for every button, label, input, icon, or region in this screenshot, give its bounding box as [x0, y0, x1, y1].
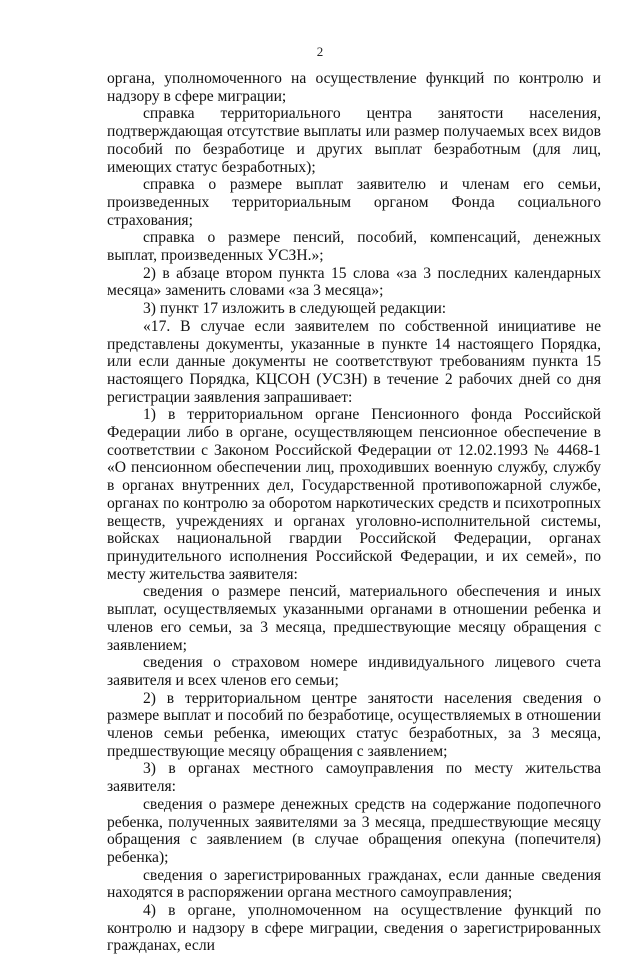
document-body: [107, 70, 601, 955]
paragraph-8: 1) в территориальном органе Пенсионного фонда Российской Федерации либо в органе, осуществляющем пенсионное обеспечение в соответствии с Законом Российской Федерации от 12.02.1993 № 4468-1 «О пенсионном обеспечении лиц, проходивших военную службу, службу в органах внутренних дел, Государственной противопожарной службе, органах по контролю за оборотом наркотических средств и психотропных веществ, учреждениях и органах уголовно-исполнительной системы, войсках национальной гвардии Российской Федерации, органах принудительного исполнения Российской Федерации, и их семей», по месту жительства заявителя:: [107, 406, 601, 583]
paragraph-1: органа, уполномоченного на осуществление функций по контролю и надзору в сфере миграции;: [107, 70, 601, 105]
paragraph-12: 3) в органах местного самоуправления по месту жительства заявителя:: [107, 760, 601, 796]
paragraph-15: 4) в органе, уполномоченном на осуществление функций по контролю и надзору в сфере миграции, сведения о зарегистрированных гражданах, если: [107, 902, 601, 955]
paragraph-7: «17. В случае если заявителем по собственной инициативе не представлены документы, указанные в пункте 14 настоящего Порядка, или если данные документы не соответствуют требованиям пункта 15 настоящего Порядка, КЦСОН (УСЗН) в течение 2 рабочих дней со дня регистрации заявления запрашивает:: [107, 317, 601, 406]
paragraph-2: справка территориального центра занятости населения, подтверждающая отсутствие выплаты или размер получаемых всех видов пособий по безработице и других выплат безработным (для лиц, имеющих статус безработных);: [107, 105, 601, 176]
paragraph-10: сведения о страховом номере индивидуального лицевого счета заявителя и всех членов его семьи;: [107, 654, 601, 689]
paragraph-13: сведения о размере денежных средств на содержание подопечного ребенка, полученных заявителями за 3 месяца, предшествующие месяцу обращения с заявлением (в случае обращения опекуна (попечителя) ребенка);: [107, 795, 601, 866]
paragraph-5: 2) в абзаце втором пункта 15 слова «за 3 последних календарных месяца» заменить словами «за 3 месяца»;: [107, 264, 601, 300]
paragraph-3: справка о размере выплат заявителю и членам его семьи, произведенных территориальным органом Фонда социального страхования;: [107, 176, 601, 229]
paragraph-6: 3) пункт 17 изложить в следующей редакции:: [143, 300, 447, 318]
paragraph-11: 2) в территориальном центре занятости населения сведения о размере выплат и пособий по безработице, осуществляемых в отношении членов семьи ребенка, имеющих статус безработных, за 3 месяца, предшествующие месяцу обращения с заявлением;: [107, 689, 601, 760]
page-number: 2: [316, 44, 324, 59]
paragraph-14: сведения о зарегистрированных гражданах, если данные сведения находятся в распоряжении органа местного самоуправления;: [107, 866, 601, 902]
paragraph-4: справка о размере пенсий, пособий, компенсаций, денежных выплат, произведенных УСЗН.»;: [107, 229, 601, 265]
paragraph-9: сведения о размере пенсий, материального обеспечения и иных выплат, осуществляемых указанными органами в отношении ребенка и членов его семьи, за 3 месяца, предшествующие месяцу обращения с заявлением;: [107, 583, 601, 654]
